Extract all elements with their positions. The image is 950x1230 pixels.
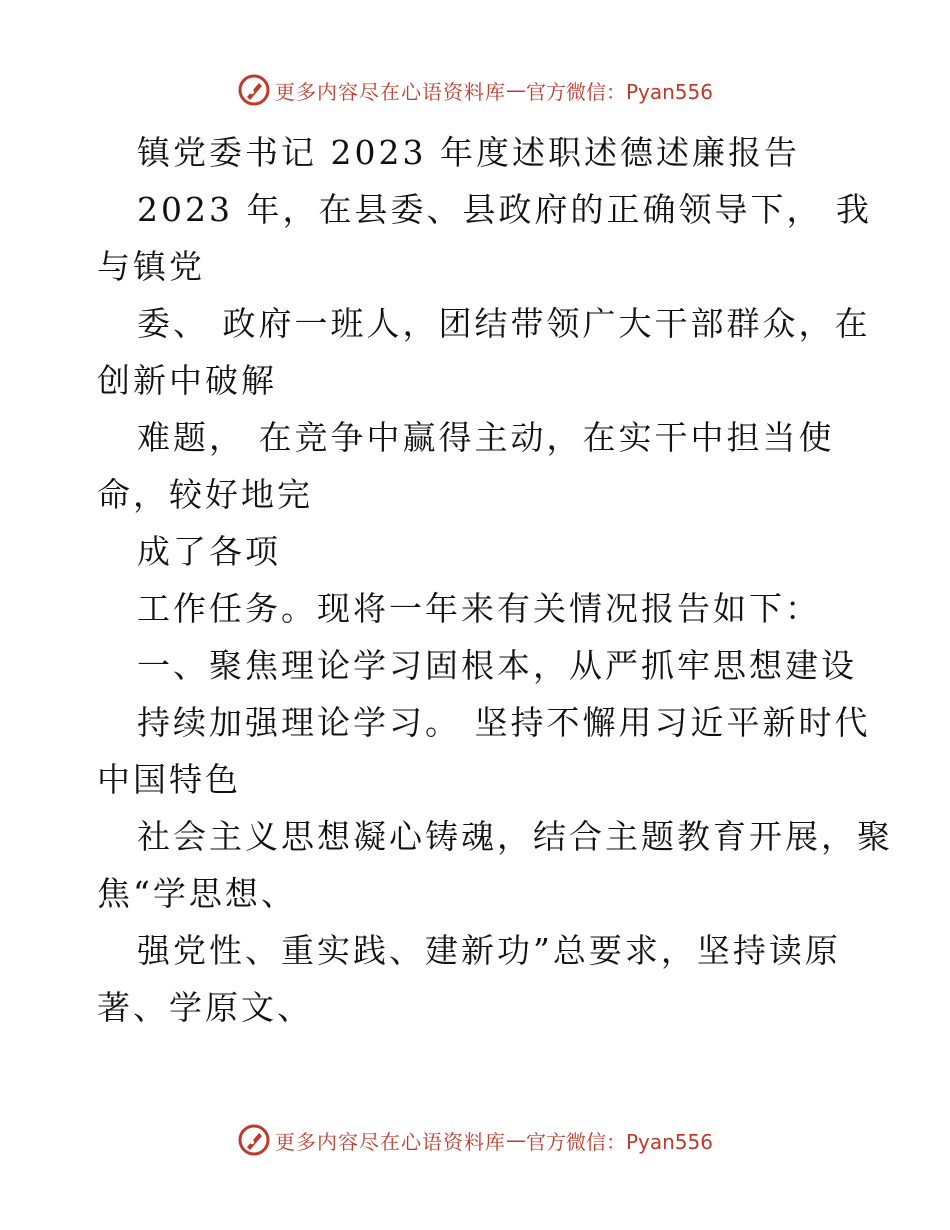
document-body — [97, 124, 893, 1036]
text-line: 创新中破解 — [97, 361, 277, 400]
text-line: 焦“学思想、 — [97, 874, 297, 913]
banner-wechat-text: 官方微信：Pyan556 — [525, 1129, 713, 1154]
text-line: 社会主义思想凝心铸魂，结合主题教育开展，聚 — [137, 817, 893, 856]
pen-logo-icon — [237, 1123, 271, 1157]
text-line: 与镇党 — [97, 247, 205, 286]
text-line: 委、 政府一班人，团结带领广大干部群众，在 — [137, 304, 871, 343]
text-line: 强党性、重实践、建新功”总要求，坚持读原 — [137, 931, 841, 970]
banner-brand-text: 更多内容尽在心语资料库 — [274, 79, 506, 104]
footer-banner — [0, 1120, 950, 1160]
document-title: 镇党委书记 2023 年度述职述德述廉报告 — [137, 133, 800, 172]
text-line: 著、学原文、 — [97, 988, 313, 1027]
banner-wechat-text: 官方微信：Pyan556 — [525, 79, 713, 104]
banner-dash: — — [505, 1128, 526, 1152]
banner-dash: — — [505, 78, 526, 102]
section-heading: 一、聚焦理论学习固根本，从严抓牢思想建设 — [137, 646, 857, 685]
text-line: 命，较好地完 — [97, 475, 313, 514]
text-line: 成了各项 — [137, 532, 281, 571]
banner-brand-text: 更多内容尽在心语资料库 — [274, 1129, 506, 1154]
text-line: 难题， 在竞争中赢得主动，在实干中担当使 — [137, 418, 835, 457]
pen-logo-icon — [237, 73, 271, 107]
text-line: 中国特色 — [97, 760, 241, 799]
text-line: 2023 年，在县委、县政府的正确领导下， 我 — [137, 190, 872, 229]
text-line: 工作任务。现将一年来有关情况报告如下： — [137, 589, 821, 628]
text-line: 持续加强理论学习。 坚持不懈用习近平新时代 — [137, 703, 871, 742]
header-banner — [0, 70, 950, 110]
